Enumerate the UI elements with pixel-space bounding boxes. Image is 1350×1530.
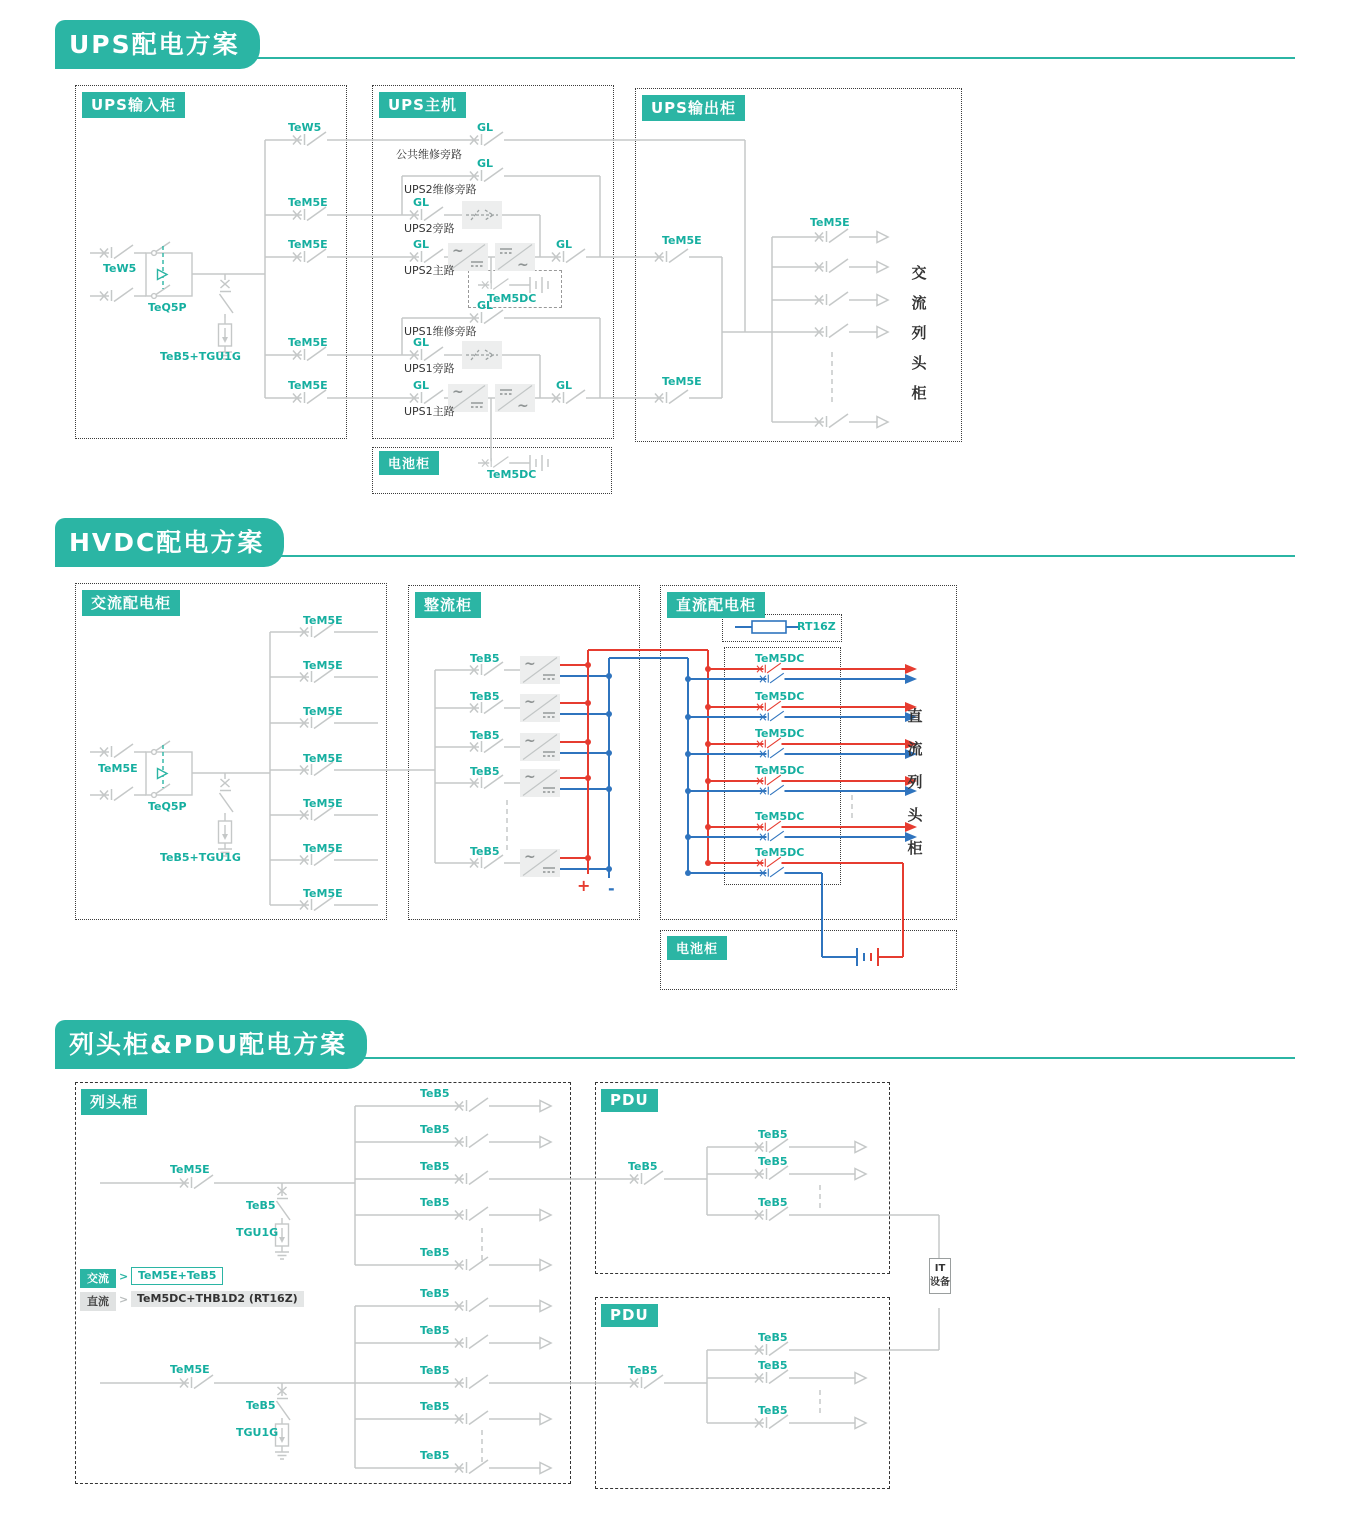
label-pdu2-in: TeB5 [628, 1364, 658, 1377]
label-ac-br4: TeM5E [303, 752, 343, 765]
label-row-t-br5: TeB5 [420, 1246, 450, 1259]
label-dc-br3: TeM5DC [755, 727, 805, 740]
label-ac-row-output: 交流列头柜 [911, 264, 927, 402]
chip-ups-output: UPS输出柜 [642, 95, 745, 121]
legend-ac-chevron-icon: > [119, 1270, 129, 1283]
label-ac-spd: TeB5+TGU1G [160, 851, 241, 864]
label-path-ups2-main: UPS2主路 [404, 264, 455, 277]
chip-pdu-2: PDU [601, 1304, 658, 1327]
label-ups-br3-tem5e: TeM5E [288, 238, 328, 251]
legend-dc-chevron-icon: > [119, 1293, 129, 1306]
label-row-b-br2: TeB5 [420, 1324, 450, 1337]
section-title-row: 列头柜&PDU配电方案 [55, 1020, 367, 1069]
label-gl-common: GL [477, 121, 494, 134]
label-upsout-in2: TeM5E [662, 375, 702, 388]
label-row-b-br4: TeB5 [420, 1400, 450, 1413]
label-row-spd1-teb5: TeB5 [246, 1199, 276, 1212]
chip-ups-battery: 电池柜 [379, 451, 439, 475]
label-path-ups1-maint: UPS1维修旁路 [404, 325, 477, 338]
label-row-t-br4: TeB5 [420, 1196, 450, 1209]
it-load-box: IT设备 [929, 1258, 951, 1294]
chip-row-head: 列头柜 [81, 1089, 147, 1115]
label-row-t-br1: TeB5 [420, 1087, 450, 1100]
label-minus: - [608, 879, 615, 898]
label-row-spd2-tgu1g: TGU1G [236, 1426, 279, 1439]
label-rect-br4: TeB5 [470, 765, 500, 778]
label-row-spd2-teb5: TeB5 [246, 1399, 276, 1412]
label-pdu2-br1: TeB5 [758, 1331, 788, 1344]
label-rect-br3: TeB5 [470, 729, 500, 742]
label-pdu1-in: TeB5 [628, 1160, 658, 1173]
label-path-common-bypass: 公共维修旁路 [396, 148, 462, 161]
label-row-in2: TeM5E [170, 1363, 210, 1376]
label-ac-br5: TeM5E [303, 797, 343, 810]
label-row-in1: TeM5E [170, 1163, 210, 1176]
label-ac-br7: TeM5E [303, 887, 343, 900]
label-gl-ups1-bypass: GL [413, 336, 430, 349]
legend-ac-tag: 交流 [80, 1269, 116, 1288]
label-ups-br2-tem5e: TeM5E [288, 196, 328, 209]
chip-hvdc-battery: 电池柜 [667, 936, 727, 960]
label-row-b-br5: TeB5 [420, 1449, 450, 1462]
label-row-b-br3: TeB5 [420, 1364, 450, 1377]
legend-dc-tag: 直流 [80, 1292, 116, 1311]
label-plus: + [577, 876, 591, 895]
label-gl-ups2-out: GL [556, 238, 573, 251]
label-dc-row-output: 直流列头柜 [907, 707, 923, 857]
label-ups-br5-tem5e: TeM5E [288, 379, 328, 392]
label-battcab-tem5dc: TeM5DC [487, 468, 537, 481]
label-row-t-br3: TeB5 [420, 1160, 450, 1173]
label-upsout-branch: TeM5E [810, 216, 850, 229]
label-path-ups1-bypass: UPS1旁路 [404, 362, 455, 375]
label-gl-ups1-maint: GL [477, 299, 494, 312]
label-ac-br6: TeM5E [303, 842, 343, 855]
label-ups-in-teq5p: TeQ5P [148, 301, 187, 314]
chip-ups-input: UPS输入柜 [82, 92, 185, 118]
label-rect-br5: TeB5 [470, 845, 500, 858]
section-title-ups: UPS配电方案 [55, 20, 260, 69]
label-upsout-in1: TeM5E [662, 234, 702, 247]
label-ac-br2: TeM5E [303, 659, 343, 672]
label-ups-in-spd: TeB5+TGU1G [160, 350, 241, 363]
label-dc-br1: TeM5DC [755, 652, 805, 665]
chip-pdu-1: PDU [601, 1089, 658, 1112]
label-ups-in-tew5: TeW5 [103, 262, 137, 275]
label-pdu1-br2: TeB5 [758, 1155, 788, 1168]
label-row-b-br1: TeB5 [420, 1287, 450, 1300]
label-row-t-br2: TeB5 [420, 1123, 450, 1136]
label-dc-br4: TeM5DC [755, 764, 805, 777]
label-rect-br1: TeB5 [470, 652, 500, 665]
label-ups-br4-tem5e: TeM5E [288, 336, 328, 349]
label-ac-teq5p: TeQ5P [148, 800, 187, 813]
label-pdu2-br2: TeB5 [758, 1359, 788, 1372]
chip-ups-host: UPS主机 [379, 92, 466, 118]
label-dc-br2: TeM5DC [755, 690, 805, 703]
label-gl-ups2-main: GL [413, 238, 430, 251]
legend-dc-value: TeM5DC+THB1D2 (RT16Z) [131, 1291, 304, 1307]
label-path-ups1-main: UPS1主路 [404, 405, 455, 418]
label-rt16z: RT16Z [797, 620, 836, 633]
chip-rectifier: 整流柜 [415, 592, 481, 618]
label-rect-br2: TeB5 [470, 690, 500, 703]
label-gl-ups1-out: GL [556, 379, 573, 392]
section-title-hvdc: HVDC配电方案 [55, 518, 284, 567]
label-gl-ups1-main: GL [413, 379, 430, 392]
legend-ac-value: TeM5E+TeB5 [131, 1267, 223, 1285]
label-gl-ups2-bypass: GL [413, 196, 430, 209]
label-row-spd1-tgu1g: TGU1G [236, 1226, 279, 1239]
label-path-ups2-bypass: UPS2旁路 [404, 222, 455, 235]
label-pdu2-br3: TeB5 [758, 1404, 788, 1417]
label-pdu1-br1: TeB5 [758, 1128, 788, 1141]
label-gl-ups2-maint: GL [477, 157, 494, 170]
chip-ac-dist: 交流配电柜 [82, 590, 180, 616]
label-dc-br5: TeM5DC [755, 810, 805, 823]
label-ac-in-tem5e: TeM5E [98, 762, 138, 775]
label-ups2-batt-tem5dc: TeM5DC [487, 292, 537, 305]
label-ups-br1-tew5: TeW5 [288, 121, 322, 134]
circuit-graphics: ~ .w{stroke:#C5C8C8;stroke-width:1.5;fill:none} .wr{stroke:#E63C30;stroke-width:2;fill:none} .wb{stroke:#2F74BE;stroke-width:2;fill:none} .dsh{stroke:#C5C8C8;stroke-width:1.5;fill:none;stroke-dasharray:5 4} .cg{color:#C5C8C8}.cr{color:#E63C30}.cb{color:#2F74BE} [0, 0, 1350, 1530]
label-ac-br1: TeM5E [303, 614, 343, 627]
label-ac-br3: TeM5E [303, 705, 343, 718]
chip-dc-dist: 直流配电柜 [667, 592, 765, 618]
label-path-ups2-maint: UPS2维修旁路 [404, 183, 477, 196]
label-dc-br6: TeM5DC [755, 846, 805, 859]
label-pdu1-br3: TeB5 [758, 1196, 788, 1209]
